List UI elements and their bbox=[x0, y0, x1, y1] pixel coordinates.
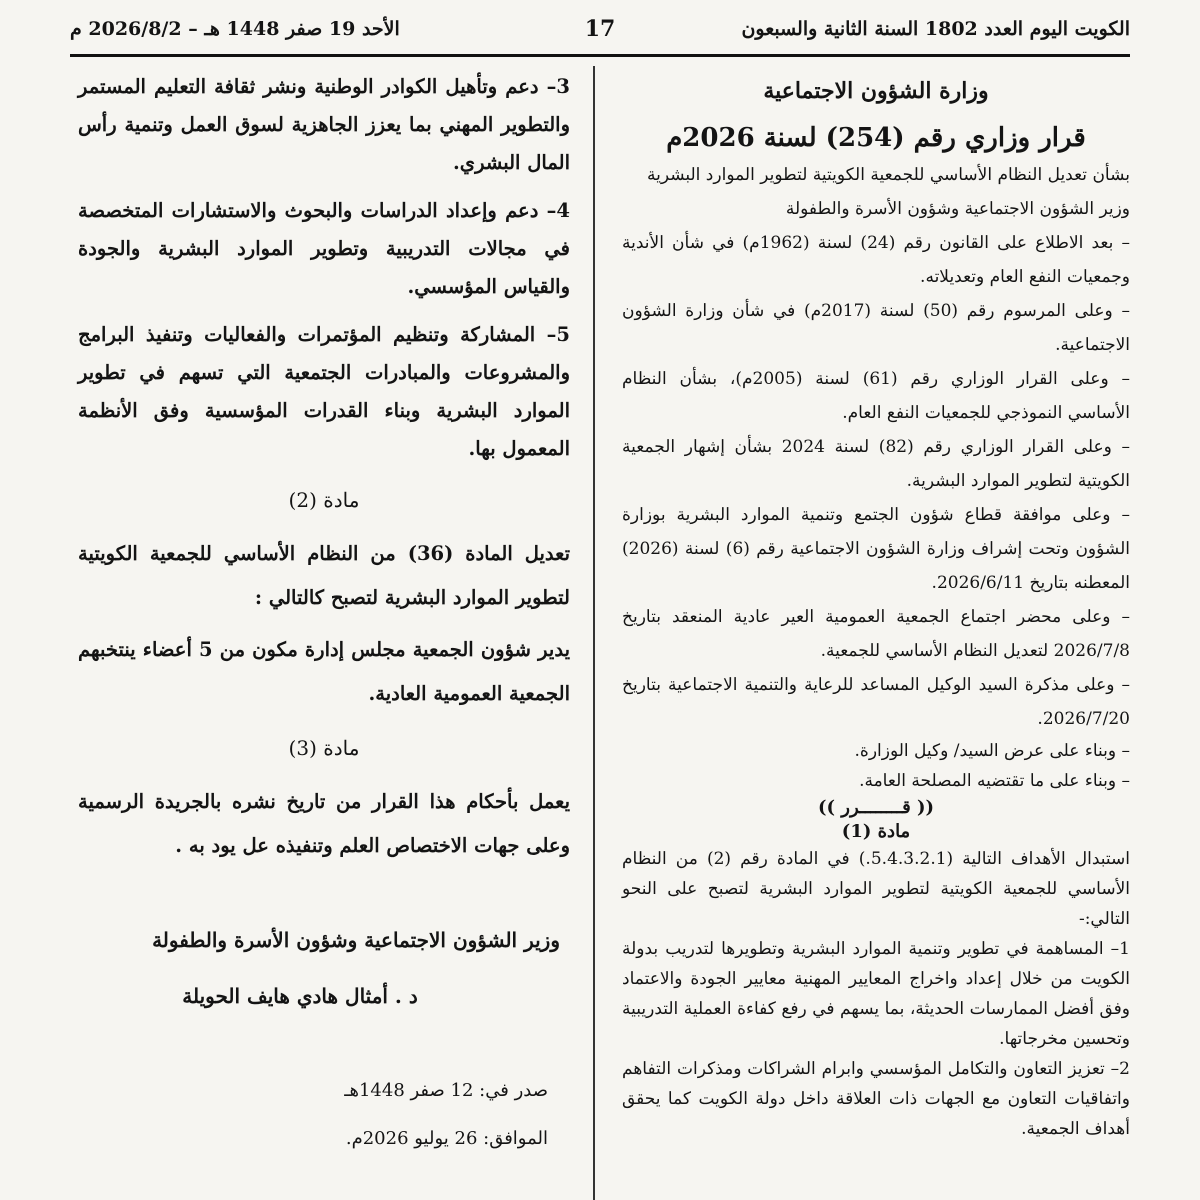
goal-item: 4– دعم وإعداد الدراسات والبحوث والاستشارات المتخصصة في مجالات التدريبية وتطوير الموارد البشرية والجودة والقياس المؤسسي. bbox=[78, 199, 570, 298]
right-column bbox=[622, 64, 1130, 1144]
recital: – وعلى المرسوم رقم (50) لسنة (2017م) في شأن وزارة الشؤون الاجتماعية. bbox=[622, 301, 1131, 355]
page-header bbox=[70, 10, 1130, 50]
article-1-text: استبدال الأهداف التالية (5.4.3.2.1.) في المادة رقم (2) من النظام الأساسي للجمعية الكويتية لتطوير الموارد البشرية لتصبح على النحو التالي:- bbox=[622, 849, 1131, 929]
issued-date-hijri: صدر في: 12 صفر 1448هـ bbox=[344, 1080, 548, 1101]
header-issue-info: الكويت اليوم العدد 1802 السنة الثانية والسبعون bbox=[741, 18, 1130, 40]
article-2-text: تعديل المادة (36) من النظام الأساسي للجمعية الكويتية لتطوير الموارد البشرية لتصبح كالتالي : bbox=[78, 542, 571, 609]
article-1-heading: مادة (1) bbox=[841, 821, 911, 842]
page-number: 17 bbox=[584, 16, 616, 42]
header-date: الأحد 19 صفر 1448 هـ – 2026/8/2 م bbox=[70, 18, 400, 40]
recital: – وعلى القرار الوزاري رقم (82) لسنة 2024 بشأن إشهار الجمعية الكويتية لتطوير الموارد البشرية. bbox=[622, 437, 1130, 491]
ministry-name: وزارة الشؤون الاجتماعية bbox=[763, 78, 989, 104]
recital: – وعلى القرار الوزاري رقم (61) لسنة (2005م)، بشأن النظام الأساسي النموذجي للجمعيات النفع العام. bbox=[622, 369, 1130, 423]
recital: – بعد الاطلاع على القانون رقم (24) لسنة (1962م) في شأن الأندية وجمعيات النفع العام وتعديلاته. bbox=[622, 233, 1131, 287]
signatory-title: وزير الشؤون الاجتماعية وشؤون الأسرة والطفولة bbox=[152, 928, 560, 952]
minister-line: وزير الشؤون الاجتماعية وشؤون الأسرة والطفولة bbox=[785, 199, 1130, 219]
header-divider bbox=[70, 54, 1130, 57]
left-column bbox=[78, 64, 570, 868]
article-2-body: يدير شؤون الجمعية مجلس إدارة مكون من 5 أعضاء ينتخبهم الجمعية العمومية العادية. bbox=[78, 638, 570, 705]
decided-heading: (( قــــــــرر )) bbox=[817, 797, 934, 818]
goal-item: 3– دعم وتأهيل الكوادر الوطنية ونشر ثقافة التعليم المستمر والتطوير المهني بما يعزز الجاهزية لسوق العمل وتنمية رأس المال البشري. bbox=[78, 75, 570, 174]
goal-item: 2– تعزيز التعاون والتكامل المؤسسي وابرام الشراكات ومذكرات التفاهم واتفاقيات التعاون مع الجهات ذات العلاقة داخل دولة الكويت كما يحقق أهداف الجمعية. bbox=[622, 1059, 1130, 1139]
recital: – وبناء على عرض السيد/ وكيل الوزارة. bbox=[854, 741, 1130, 761]
decree-title: قرار وزاري رقم (254) لسنة 2026م bbox=[666, 123, 1086, 153]
column-divider bbox=[593, 66, 595, 1200]
goal-item: 1– المساهمة في تطوير وتنمية الموارد البشرية وتطويرها لتدريب بدولة الكويت من خلال إعداد واخراج المعايير المهنية معايير الجودة والاعتماد وفق أفضل الممارسات الحديثة، بما يسهم في رفع كفاءة العملية التدريبية وتحسين مخرجاتها. bbox=[622, 939, 1130, 1049]
signatory-name: د . أمثال هادي هايف الحويلة bbox=[182, 984, 418, 1008]
article-2-heading: مادة (2) bbox=[288, 488, 360, 512]
decree-subject: بشأن تعديل النظام الأساسي للجمعية الكويتية لتطوير الموارد البشرية bbox=[646, 165, 1130, 185]
issued-date-gregorian: الموافق: 26 يوليو 2026م. bbox=[345, 1128, 548, 1149]
recital: – وعلى مذكرة السيد الوكيل المساعد للرعاية والتنمية الاجتماعية بتاريخ 2026/7/20. bbox=[622, 675, 1130, 729]
article-3-heading: مادة (3) bbox=[288, 736, 360, 760]
article-3-text: يعمل بأحكام هذا القرار من تاريخ نشره بالجريدة الرسمية وعلى جهات الاختصاص العلم وتنفيذه عل يود به . bbox=[78, 790, 570, 857]
recital: – وبناء على ما تقتضيه المصلحة العامة. bbox=[859, 771, 1130, 791]
recital: – وعلى محضر اجتماع الجمعية العمومية العير عادية المنعقد بتاريخ 2026/7/8 لتعديل النظام الأساسي للجمعية. bbox=[622, 607, 1130, 661]
recital: – وعلى موافقة قطاع شؤون الجتمع وتنمية الموارد البشرية بوزارة الشؤون وتحت إشراف وزارة الشؤون الاجتماعية رقم (6) لسنة (2026) المعطنه بتاريخ 2026/6/11. bbox=[622, 505, 1130, 593]
goal-item: 5– المشاركة وتنظيم المؤتمرات والفعاليات وتنفيذ البرامج والمشروعات والمبادرات الجتمعية التي تسهم في تطوير الموارد البشرية وبناء القدرات المؤسسية وفق الأنظمة المعمول بها. bbox=[78, 323, 570, 460]
